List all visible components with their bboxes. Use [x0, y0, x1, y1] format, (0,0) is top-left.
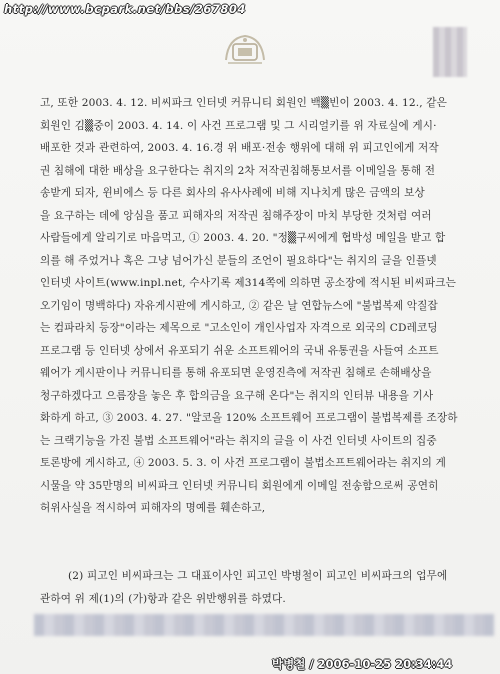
- text-line: 허위사실을 적시하여 피해자의 명예를 훼손하고,: [40, 502, 266, 514]
- paragraph-1: [40, 92, 478, 520]
- text-line: 회원인 김▒중이 2003. 4. 14. 이 사건 프로그램 및 그 시리얼키를 위 자료실에 게시·: [40, 119, 437, 132]
- text-line: 사람들에게 알리기로 마음먹고, ① 2003. 4. 20. "정▒구씨에게 협박성 메일을 받고 합: [40, 232, 446, 244]
- text-line: 청구하겠다고 으름장을 놓은 후 합의금을 요구해 온다"는 취지의 인터뷰 내용을 기사: [40, 389, 434, 402]
- text-line: 배포한 것과 관련하여, 2003. 4. 16.경 위 배포·전송 행위에 대해 위 피고인에게 저작: [40, 142, 439, 154]
- signature-watermark: 박병철 / 2006-10-25 20:34:44: [272, 657, 453, 671]
- redacted-footer: [34, 614, 494, 636]
- text-line: 인터넷 사이트(www.inpl.net, 수사기록 제314쪽에 의하면 공소장에 적시된 비씨파크는: [40, 277, 457, 289]
- text-line: 토론방에 게시하고, ④ 2003. 5. 3. 이 사건 프로그램이 불법소프트웨어라는 취지의 게: [40, 457, 446, 469]
- text-line: 웨어가 게시판이나 커뮤니티를 통해 유포되면 운영진측에 저작권 침해로 손해배상을: [40, 367, 432, 379]
- text-line: 송받게 되자, 윈비에스 등 다른 회사의 유사사례에 비해 지나치게 많은 금액의 보상: [40, 187, 425, 199]
- text-line: 관하여 위 제(1)의 (가)항과 같은 위반행위를 하였다.: [40, 592, 286, 605]
- text-line: 는 컴파라치 등장"이라는 제목으로 "고소인이 개인사업자 자격으로 외국의 CD레코딩: [40, 322, 438, 334]
- source-url-watermark: http://www.bcpark.net/bbs/267804: [4, 2, 246, 16]
- redacted-stamp: [433, 27, 467, 77]
- text-line: 프로그램 등 인터넷 상에서 유포되기 쉬운 소프트웨어의 국내 유통권을 사들여 소프트: [40, 344, 439, 357]
- text-line: 권 침해에 대한 배상을 요구한다는 취지의 2차 저작권침해통보서를 이메일을 통해 전: [40, 164, 436, 177]
- text-line: 시물을 약 35만명의 비씨파크 인터넷 커뮤니티 회원에게 이메일 전송함으로써 공연히: [40, 479, 439, 492]
- paragraph-2: [40, 565, 478, 610]
- text-line: 는 크랙기능을 가진 불법 소프트웨어"라는 취지의 글을 이 사건 인터넷 사이트의 집중: [40, 434, 437, 447]
- text-line: 화하게 하고, ③ 2003. 4. 27. "알코올 120% 소프트웨어 프로그램이 불법복제를 조장하: [40, 412, 458, 424]
- text-line: 의를 해 주었거나 혹은 그냥 넘어가신 분들의 조언이 필요하다"는 취지의 글을 인플넷: [40, 254, 437, 267]
- text-line: 을 요구하는 데에 앙심을 품고 피해자의 저작권 침해주장이 마치 부당한 것처럼 여러: [40, 209, 432, 222]
- text-line: (2) 피고인 비씨파크는 그 대표이사인 피고인 박병철이 피고인 비씨파크의 업무에: [68, 570, 448, 582]
- court-seal-icon: [222, 30, 268, 70]
- text-line: 고, 또한 2003. 4. 12. 비씨파크 인터넷 커뮤니티 회원인 백▒빈이 2003. 4. 12., 같은: [40, 97, 448, 109]
- text-line: 오기임이 명백하다) 자유게시판에 게시하고, ② 같은 날 연합뉴스에 "불법복제 악질잡: [40, 299, 438, 312]
